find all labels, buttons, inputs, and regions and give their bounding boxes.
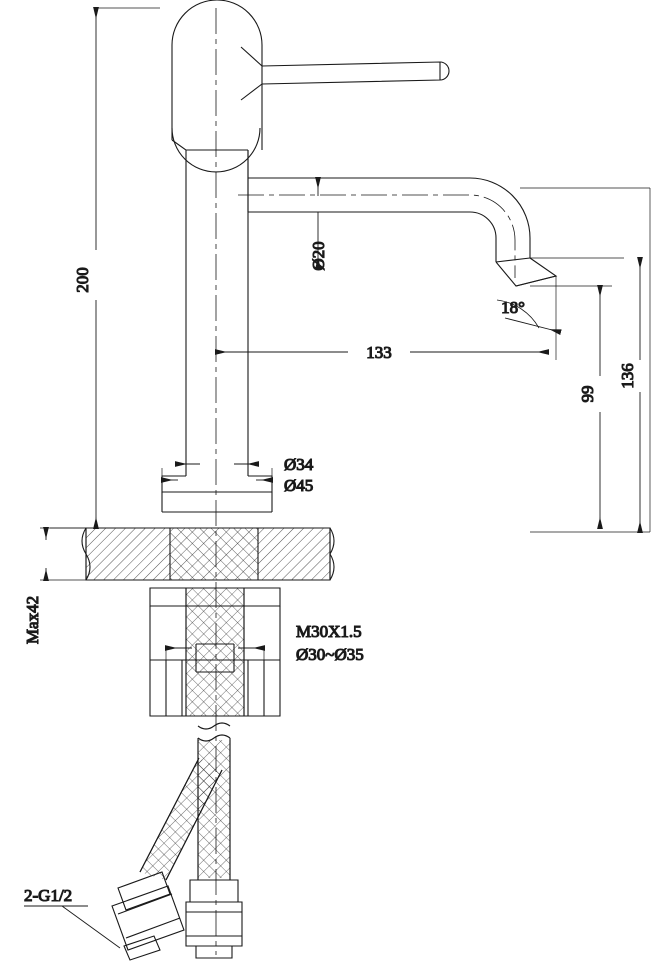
dim-label-hole-range: Ø30~Ø35 (296, 645, 364, 664)
dim-label-136: 136 (618, 363, 637, 389)
dim-label-d34: Ø34 (284, 455, 314, 474)
spout-arm (248, 150, 556, 286)
leader-hose-thread (24, 906, 120, 948)
dim-label-133: 133 (366, 343, 392, 362)
dim-label-hose-thread: 2-G1/2 (24, 886, 73, 905)
dim-label-thread: M30X1.5 (296, 622, 362, 641)
hose-connector-nuts (112, 872, 242, 960)
dim-label-18deg: 18° (501, 298, 525, 317)
base-flange (162, 476, 272, 512)
dim-label-99: 99 (578, 385, 597, 403)
spout-centerline (238, 195, 515, 278)
dim-label-d45: Ø45 (284, 476, 314, 495)
dim-label-max42: Max42 (23, 595, 42, 645)
faucet-body-outline (172, 0, 262, 476)
dim-label-200: 200 (73, 267, 92, 293)
handle-lever (241, 47, 449, 100)
dim-label-d20: Ø20 (309, 241, 328, 271)
